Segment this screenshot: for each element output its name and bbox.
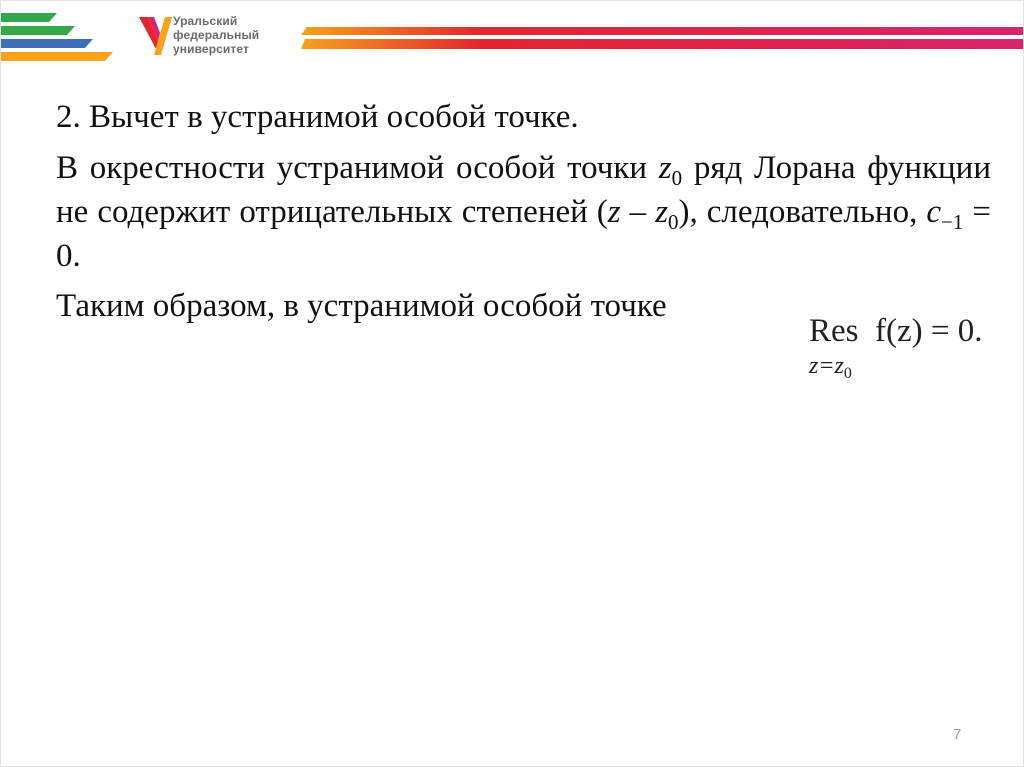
stripe-green — [1, 13, 57, 22]
heading: 2. Вычет в устранимой особой точке. — [56, 99, 579, 135]
header-stripes-right — [301, 27, 1024, 51]
stripe-red-bottom — [301, 39, 1024, 49]
formula-function: f(z) = 0. — [875, 313, 983, 349]
residue-formula — [809, 313, 1019, 385]
logo-line-1: Уральский — [173, 14, 238, 28]
header-stripes-left — [1, 13, 113, 63]
logo-line-3: университет — [173, 42, 249, 56]
university-logo — [139, 13, 299, 61]
stripe-blue — [1, 39, 93, 48]
paragraph-laurent: В окрестности устранимой особой точки $z_0$ ряд Лорана функции не содержит отрицательных степеней $(z - z_0)$, следовательно, $c_{-1} = 0$. — [56, 150, 991, 274]
slide-content — [56, 96, 991, 328]
logo-line-2: федеральный — [173, 28, 260, 42]
stripe-green-2 — [1, 26, 75, 35]
logo-text — [173, 14, 259, 56]
stripe-orange — [1, 52, 113, 61]
paragraph-conclusion: Таким образом, в устранимой особой точке — [56, 288, 667, 324]
formula-subscript: $z=z_0$ — [809, 353, 852, 382]
stripe-red-top — [301, 27, 1024, 35]
logo-mark-icon — [139, 15, 173, 59]
page-number: 7 — [953, 726, 962, 743]
formula-res: Res — [809, 313, 859, 349]
